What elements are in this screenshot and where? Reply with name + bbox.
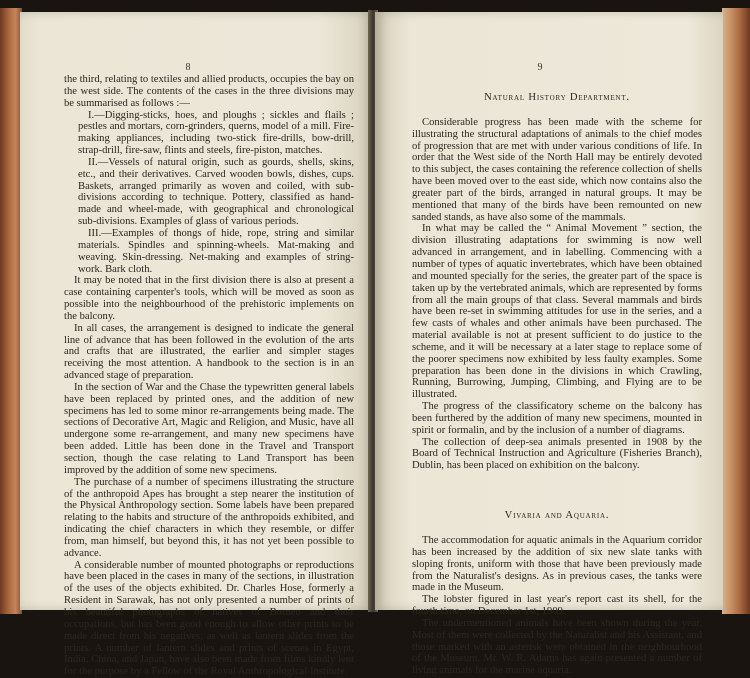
paragraph: The purchase of a number of specimens illustrating the structure of the anthropoid Apes has brought a step nearer the institution of the Physical Anthropology section. Some labels have been prepared relating to the habits and structure of the anthropoids exhibited, and indicating the chief characters in which they resemble, or differ from, man himself, but beyond this, it has not yet been possible to advance. [64, 476, 354, 559]
paragraph: A considerable number of mounted photographs or reproductions have been placed in the cases in many of the sections, in illustration of the uses of the objects exhibited. Dr. Charles Hose, formerly a Resident in Sarawak, has not only presented a number of prints of his beautiful photographs of natives of Borneo and their occupations, but has been good enough to allow other prints to be made direct from his negatives, as well as lantern slides from the prints. A number of lantern slides and prints of scenes in Egypt, India, China, and Japan, have also been made from films kindly lent for the purpose by a Fellow of the Royal Anthropological Institute. [64, 559, 354, 678]
page-number: 8 [185, 62, 191, 73]
paragraph: The lobster figured in last year's report cast its shell, for the fourth time, on December 1st, 1909. [412, 594, 702, 618]
paragraph: In all cases, the arrangement is designed to indicate the general line of advance that has been followed in the evolution of the arts and crafts that are illustrated, the earlier and simpler stages receiving the most attention. A handbook to the section is in an advanced stage of preparation. [64, 322, 354, 382]
list-item: II.—Vessels of natural origin, such as gourds, shells, skins, etc., and their derivatives. Carved wooden bowls, dishes, cups. Baskets, arranged primarily as woven and coiled, with sub-divisions according to technique. Pottery, classified as hand-made and wheel-made, with geographical and chronological sub-divisions. Examples of glass of various periods. [78, 156, 354, 228]
paragraph: It may be noted that in the first division there is also at present a case containing carpenter's tools, which will be moved as soon as possible into the neighbourhood of the prehistoric implements on the balcony. [64, 275, 354, 322]
paragraph: The accommodation for aquatic animals in the Aquarium corridor has been increased by the addition of six new slate tanks with sloping fronts, uniform with those that have been previously made from the Naturalist's designs. As in previous cases, the tanks were made in the Museum. [412, 535, 702, 594]
section-heading: Natural History Department. [484, 92, 630, 103]
left-page-text [64, 74, 354, 678]
left-page [20, 12, 372, 678]
paragraph: Considerable progress has been made with the scheme for illustrating the structural adaptations of animals to the chief modes of progression that are met with under various conditions of life. In order that the West side of the North Hall may be entirely devoted to this subject, the cases containing the reference collection of shells have been moved over to the east side, which now contains also the greater part of the birds, arranged in natural groups. It may be mentioned that many of the birds have been remounted on new sanded stands, as have also some of the mammals. [412, 116, 702, 223]
paragraph: The progress of the classificatory scheme on the balcony has been furthered by the addition of many new specimens, mounted in spirit or formalin, and by the inclusion of a number of diagrams. [412, 401, 702, 436]
right-page-text [412, 92, 702, 677]
paragraph: In what may be called the “ Animal Movement ” section, the division illustrating adaptations for swimming is now well advanced in arrangement, and in labelling. Commencing with a number of types of aquatic invertebrates, which have been obtained and mounted specially for the series, the greater part of the space is taken up by the vertebrated animals, which are represented by forms from all the main groups of that class. Several mammals and birds have been re-set in swimming attitudes for use in the series, and a few casts of whales and other animals have been purchased. The material available is not at present sufficient to do justice to the scheme, and it will be necessary at a later stage to replace some of the poorer specimens now exhibited by less faulty examples. Some preparation has been done in the divisions in which Crawling, Running, Burrowing, Jumping, Climbing, and Flying are to be illustrated. [412, 223, 702, 401]
section-spacer [412, 472, 702, 510]
section-heading: Vivaria and Aquaria. [504, 510, 610, 522]
list-item: I.—Digging-sticks, hoes, and ploughs ; sickles and flails ; pestles and mortars, corn-grinders, querns, model of a mill. Fire-making appliances, including two-stick fire-drills, bow-drill, strap-drill, fire-saw, flints and steels, fire-piston, matches. [78, 109, 354, 157]
paragraph: In the section of War and the Chase the typewritten general labels have been replaced by printed ones, and the addition of new specimens has led to some minor re-arrangements being made. The sections of Decorative Art, Magic and Religion, and Music, have all undergone some re-arrangement, and many new specimens have been added. Little has been done in the Travel and Transport section, though the case relating to Land Transport has been improved by the addition of some new specimens. [64, 381, 354, 476]
list-item: III.—Examples of thongs of hide, rope, string and similar materials. Spindles and spinning-wheels. Mat-making and weaving. Skin-dressing. Net-making and examples of string-work. Bark cloth. [78, 227, 354, 275]
book-cover-edge-right [722, 8, 750, 614]
book-cover-edge-left [0, 8, 22, 614]
page-number: 9 [537, 62, 543, 73]
paragraph: the third, relating to textiles and allied products, occupies the bay on the west side. The contents of the cases in the three divisions may be summarised as follows :— [64, 74, 354, 109]
right-page [375, 12, 723, 677]
paragraph: The undermentioned animals have been shown during the year. Most of them were collected by the Naturalist and his Assistant, and those marked with an asterisk were obtained in the neighbourhood of the Museum. Mr. W. R. Adams has again presented a number of living animals for the marine aquaria. [412, 617, 702, 677]
paragraph: The collection of deep-sea animals presented in 1908 by the Board of Technical Instruction and Agriculture (Fisheries Branch), Dublin, has been placed on exhibition on the balcony. [412, 436, 702, 472]
